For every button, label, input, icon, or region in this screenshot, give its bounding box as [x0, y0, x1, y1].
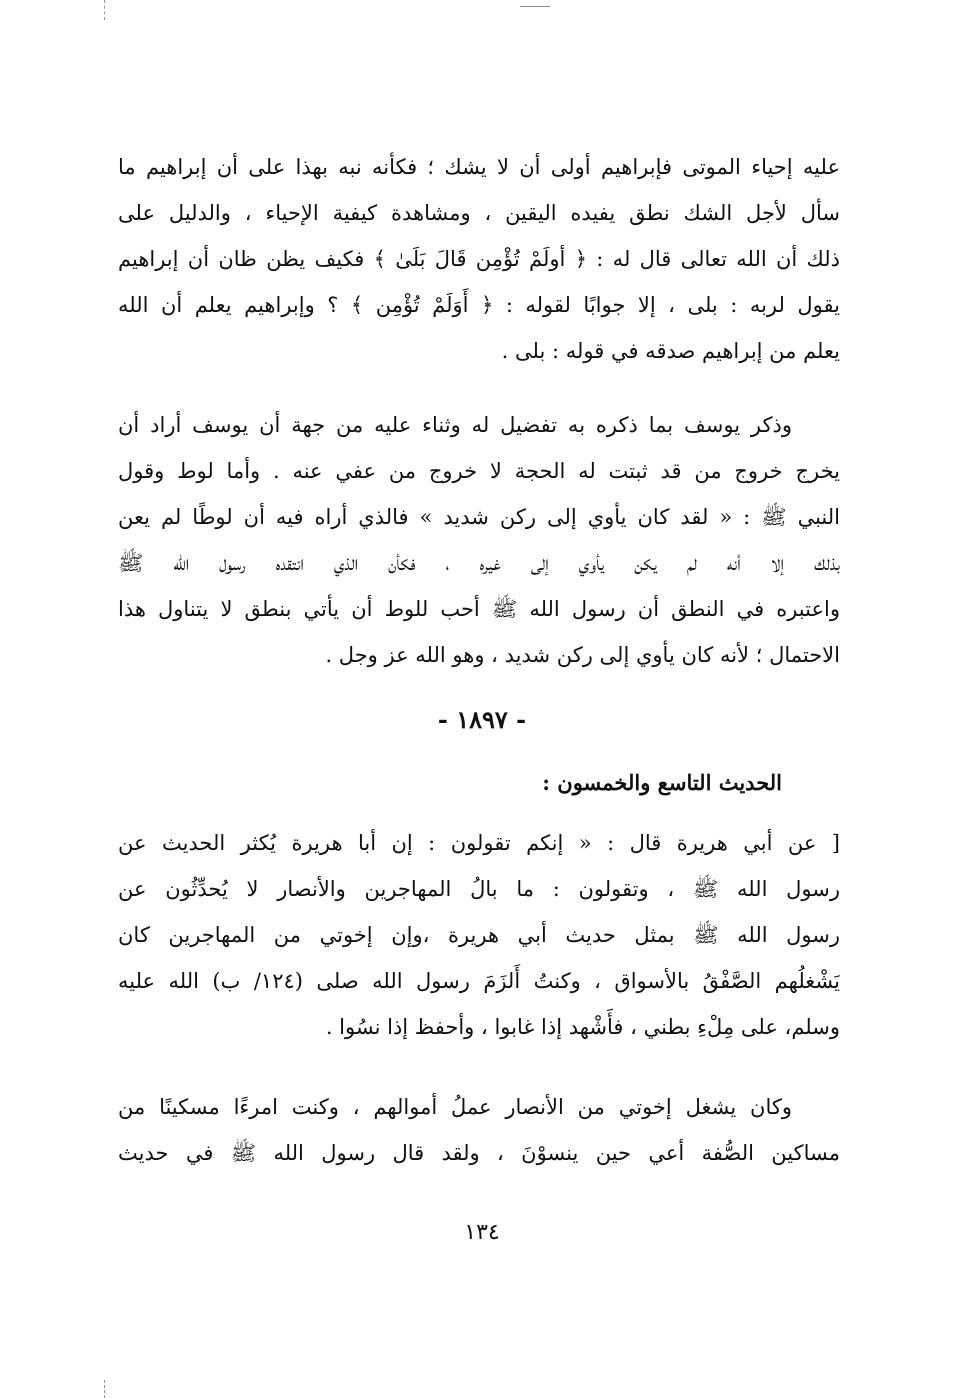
text-line: عليه إحياء الموتى فإبراهيم أولى أن لا يشك ؛ فكأنه نبه بهذا على أن إبراهيم ما — [118, 155, 840, 179]
scan-edge-top — [104, 0, 106, 20]
text-line: النبي ﷺ : « لقد كان يأوي إلى ركن شديد » فالذي أراه فيه أن لوطًا لم يعن — [118, 505, 840, 529]
text-line: بذلك إلا أنه لم يكن يأوي إلى غيره ، فكأن الذي انتقده رسول الله ﷺ — [118, 551, 840, 575]
paragraph-3 — [118, 820, 840, 1050]
scan-mark — [520, 6, 550, 7]
page-number: ١٣٤ — [464, 1220, 500, 1245]
text-line: وسلم، على مِلْءِ بطني ، فأَشْهد إذا غابوا ، وأحفظ إذا نسُوا . — [325, 1015, 840, 1039]
text-line: مساكين الصُّفة أعي حين ينسوْنَ ، ولقد قال رسول الله ﷺ في حديث — [118, 1141, 840, 1165]
hadith-number: - ١٨٩٧ - — [437, 705, 527, 734]
text-line: سأل لأجل الشك نطق يفيده اليقين ، ومشاهدة كيفية الإحياء ، والدليل على — [118, 201, 840, 225]
text-line: يَشْغلُهم الصَّفْقُ بالأسواق ، وكنتُ أَلزَمَ رسول الله صلى (١٢٤/ ب) الله عليه — [118, 969, 840, 993]
text-line: يقول لربه : بلى ، إلا جوابًا لقوله : ﴿ أَوَلَمْ تُؤْمِن ﴾ ؟ وإبراهيم يعلم أن الله — [118, 293, 840, 317]
text-line: ذلك أن الله تعالى قال له : ﴿ أولَمْ تُؤْمِن قَالَ بَلَىٰ ﴾ فكيف يظن ظان أن إبراهيم — [118, 247, 840, 271]
text-line: رسول الله ﷺ بمثل حديث أبي هريرة ،وإن إخوتي من المهاجرين كان — [118, 923, 840, 947]
text-line: واعتبره في النطق أن رسول الله ﷺ أحب للوط أن يأتي بنطق لا يتناول هذا — [118, 597, 840, 621]
hadith-title: الحديث التاسع والخمسون : — [542, 770, 782, 795]
text-line: يعلم من إبراهيم صدقه في قوله : بلى . — [501, 339, 840, 363]
paragraph-1 — [118, 144, 840, 374]
text-line: [ عن أبي هريرة قال : « إنكم تقولون : إن أبا هريرة يُكثر الحديث عن — [118, 831, 840, 855]
text-line: يخرج خروج من قد ثبتت له الحجة لا خروج من عفي عنه . وأما لوط وقول — [118, 459, 840, 483]
scan-edge-bottom — [104, 1380, 106, 1398]
text-line: وكان يشغل إخوتي من الأنصار عملُ أموالهم ، وكنت امرءًا مسكينًا من — [118, 1095, 792, 1119]
text-line: وذكر يوسف بما ذكره به تفضيل له وثناء عليه من جهة أن يوسف أراد أن — [118, 413, 792, 437]
paragraph-4 — [118, 1084, 840, 1176]
text-line: رسول الله ﷺ ، وتقولون : ما بالُ المهاجرين والأنصار لا يُحدِّثُون عن — [118, 877, 840, 901]
paragraph-2 — [118, 402, 840, 678]
text-line: الاحتمال ؛ لأنه كان يأوي إلى ركن شديد ، وهو الله عز وجل . — [325, 643, 840, 667]
